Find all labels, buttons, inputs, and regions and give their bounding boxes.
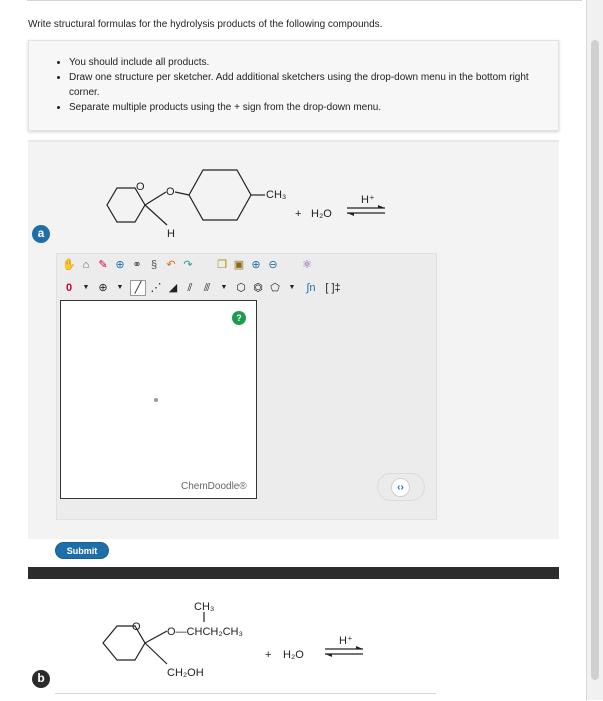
hydrogen-label: H xyxy=(167,228,175,240)
paste-icon[interactable]: ▣ xyxy=(233,259,245,271)
ring-oxygen-label: O xyxy=(136,181,145,193)
chemdoodle-logo: ChemDoodle® xyxy=(181,481,247,492)
canvas-cursor-dot xyxy=(154,398,158,402)
spacer xyxy=(198,258,212,272)
dropdown-arrow-icon[interactable]: ▼ xyxy=(220,284,228,291)
double-bond-icon[interactable]: ⫽ xyxy=(187,282,193,294)
pencil-icon[interactable]: ✎ xyxy=(98,259,108,271)
clean-icon[interactable]: § xyxy=(150,259,158,271)
plus-sign: + xyxy=(295,208,302,220)
bullet-item: • Draw one structure per sketcher. Add additional sketchers using the drop-down menu in the bottom right corner. xyxy=(69,70,538,100)
methyl-label: CH₃ xyxy=(266,189,287,201)
zoom-in-icon[interactable]: ⊕ xyxy=(251,259,261,271)
copy-icon[interactable]: ❐ xyxy=(217,259,227,271)
charge-value[interactable]: 0 xyxy=(65,282,73,294)
part-b-reaction-structure xyxy=(85,598,375,683)
cyclopentane-icon[interactable]: ⬠ xyxy=(270,282,280,294)
ether-chain-label: O—CHCH₂CH₃ xyxy=(167,626,243,638)
bracket-tool-icon[interactable]: [ ]‡ xyxy=(325,282,341,294)
water-label: H₂O xyxy=(283,649,304,661)
question-instructions: Write structural formulas for the hydrolysis products of the following compounds. xyxy=(28,19,383,30)
bullet-item: • Separate multiple products using the + sign from the drop-down menu. xyxy=(69,100,538,115)
hydroxymethyl-label: CH₂OH xyxy=(167,667,204,679)
cyclohexane-icon[interactable]: ⬡ xyxy=(236,282,246,294)
template-icon[interactable]: ⚭ xyxy=(132,259,142,271)
expand-chevrons-icon[interactable]: ‹› xyxy=(391,478,410,497)
spacer xyxy=(283,258,297,272)
part-a-reaction-structure xyxy=(85,160,395,245)
sketcher-canvas[interactable] xyxy=(60,300,257,499)
acid-catalyst-label: H⁺ xyxy=(339,635,353,647)
sketcher-toolbar-row-1 xyxy=(62,256,314,274)
pan-hand-icon[interactable]: ✋ xyxy=(62,259,76,271)
scrollbar-thumb[interactable] xyxy=(591,40,599,680)
wedge-bond-icon[interactable]: ◢ xyxy=(168,282,178,294)
dropdown-arrow-icon[interactable]: ▼ xyxy=(288,284,296,291)
ring-oxygen-label: O xyxy=(132,621,141,633)
instructions-panel xyxy=(28,40,559,131)
hashed-bond-icon[interactable]: ⋰ xyxy=(150,282,162,294)
page-scrollbar[interactable] xyxy=(586,0,603,700)
part-a-badge: a xyxy=(32,225,50,243)
undo-icon[interactable]: ↶ xyxy=(166,259,176,271)
help-icon[interactable]: ? xyxy=(232,311,246,325)
sketcher-toolbar-row-2 xyxy=(62,279,343,297)
lasso-select-icon[interactable]: ⊕ xyxy=(115,259,125,271)
charge-plus-icon[interactable]: ⊕ xyxy=(98,282,108,294)
chain-tool-icon[interactable]: ∫n xyxy=(306,282,316,294)
water-label: H₂O xyxy=(311,208,332,220)
triple-bond-icon[interactable]: ⫻ xyxy=(203,282,211,294)
section-divider xyxy=(28,567,559,579)
zoom-out-icon[interactable]: ⊖ xyxy=(268,259,278,271)
methyl-label: CH₃ xyxy=(194,601,215,613)
top-border xyxy=(27,0,582,7)
plus-sign: + xyxy=(265,649,272,661)
part-b-badge: b xyxy=(32,670,50,688)
eraser-icon[interactable]: ⌂ xyxy=(82,259,90,271)
redo-icon[interactable]: ↷ xyxy=(183,259,193,271)
ether-oxygen-label: O xyxy=(166,186,175,198)
instructions-list xyxy=(29,41,558,115)
acid-catalyst-label: H⁺ xyxy=(361,194,375,206)
benzene-icon[interactable]: ⏣ xyxy=(253,282,263,294)
dropdown-arrow-icon[interactable]: ▼ xyxy=(82,284,90,291)
atom-colors-icon[interactable]: ⚛ xyxy=(302,259,312,271)
dropdown-arrow-icon[interactable]: ▼ xyxy=(116,284,124,291)
single-bond-icon[interactable]: ╱ xyxy=(130,280,146,296)
submit-button[interactable]: Submit xyxy=(55,542,109,559)
bullet-item: • You should include all products. xyxy=(69,55,538,70)
